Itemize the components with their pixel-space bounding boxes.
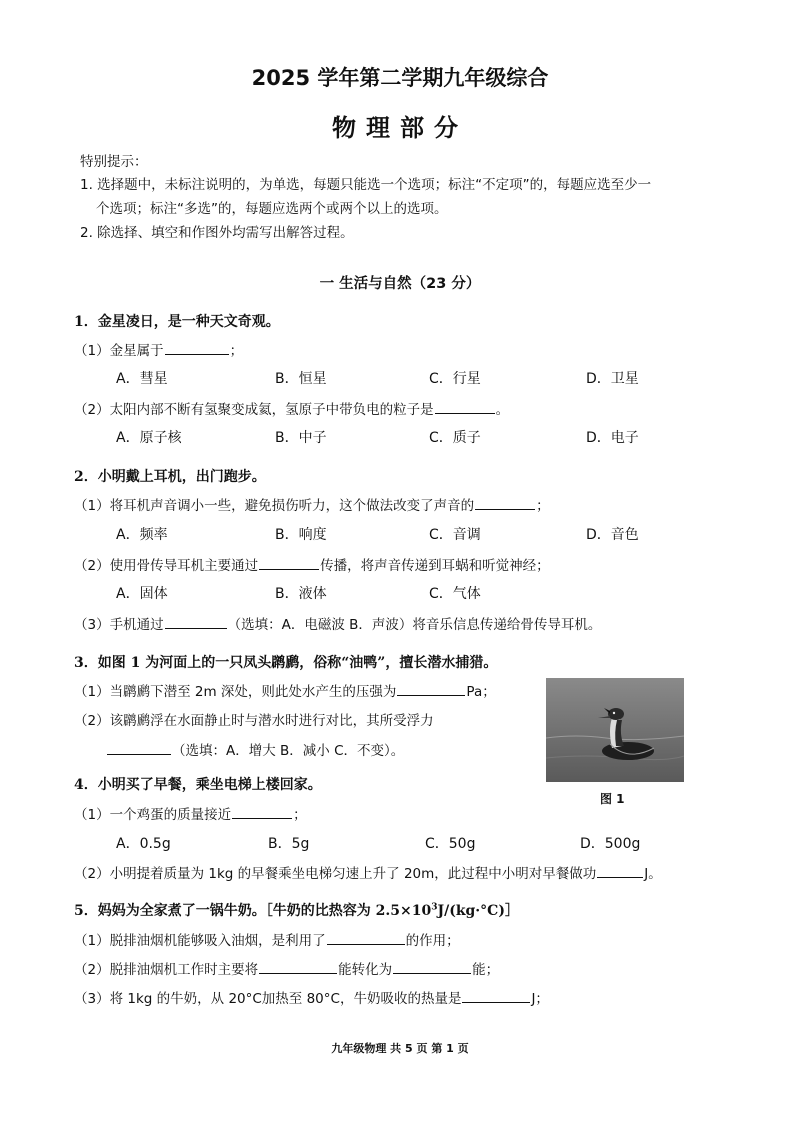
page-subtitle: 物理部分: [332, 114, 468, 142]
q1-part1: [74, 339, 243, 359]
q1-part1-option-a: A．彗星: [116, 371, 168, 387]
q1-part2-end: 。: [495, 402, 510, 418]
q5-part3-text: （3）将 1kg 的牛奶，从 20°C加热至 80°C，牛奶吸收的热量是: [74, 991, 462, 1007]
q2-part1-option-d: D．音色: [586, 527, 639, 543]
q5-part1: [74, 929, 460, 949]
q4-part1-option-a: A．0.5g: [116, 836, 171, 852]
q2-stem: 2．小明戴上耳机，出门跑步。: [74, 469, 266, 485]
q2-part2-text: （2）使用骨传导耳机主要通过: [74, 558, 259, 574]
q4-part2-blank[interactable]: [597, 863, 643, 878]
q2-part2-rest: 传播，将声音传递到耳蜗和听觉神经；: [320, 558, 550, 574]
q4-part1-blank[interactable]: [232, 804, 292, 819]
notes-item-1b: 个选项；标注“多选”的，每题应选两个或两个以上的选项。: [96, 201, 448, 217]
q1-part2-option-d: D．电子: [586, 430, 639, 446]
q5-part2: [74, 958, 499, 978]
q4-part1-option-b: B．5g: [268, 836, 310, 852]
q3-part2-rest: （选填：A．增大 B．减小 C．不变）。: [172, 743, 405, 759]
q5-part2-text: （2）脱排油烟机工作时主要将: [74, 962, 259, 978]
q5-stem-text: 5．妈妈为全家煮了一锅牛奶。［牛奶的比热容为 2.5×10: [74, 903, 432, 919]
q2-part2-option-b: B．液体: [275, 586, 327, 602]
q2-part2: [74, 554, 550, 574]
q2-part2-option-a: A．固体: [116, 586, 168, 602]
q3-stem: 3．如图 1 为河面上的一只凤头䴙䴘，俗称“油鸭”，擅长潜水捕猎。: [74, 655, 498, 671]
q5-part3-blank[interactable]: [462, 988, 530, 1003]
notes-item-2: 2. 除选择、填空和作图外均需写出解答过程。: [80, 225, 354, 241]
q3-part2-cont: [106, 739, 404, 759]
q2-part2-option-c: C．气体: [429, 586, 481, 602]
q4-part2: [74, 862, 662, 882]
q5-part3: [74, 987, 549, 1007]
q5-stem-unit: J/(kg·°C)］: [437, 903, 519, 919]
q5-part1-blank[interactable]: [327, 930, 405, 945]
grebe-photo: [546, 678, 684, 782]
q3-part1-blank[interactable]: [397, 681, 465, 696]
q2-part1-blank[interactable]: [475, 495, 535, 510]
q2-part3-rest: （选填：A．电磁波 B．声波）将音乐信息传递给骨传导耳机。: [227, 617, 602, 633]
notes-heading: 特别提示：: [80, 154, 148, 170]
q1-part2-text: （2）太阳内部不断有氢聚变成氦，氢原子中带负电的粒子是: [74, 402, 434, 418]
q3-part1: [74, 680, 496, 700]
q5-part2-blank-2[interactable]: [393, 959, 471, 974]
q2-part1-end: ；: [536, 498, 550, 514]
q3-part2: （2）该䴙䴘浮在水面静止时与潜水时进行对比，其所受浮力: [74, 713, 434, 729]
figure-1-caption: 图 1: [600, 792, 625, 806]
q4-stem: 4．小明买了早餐，乘坐电梯上楼回家。: [74, 777, 322, 793]
page-footer: 九年级物理 共 5 页 第 1 页: [331, 1042, 469, 1055]
q4-part1-option-c: C．50g: [425, 836, 476, 852]
q1-part2-option-b: B．中子: [275, 430, 327, 446]
q1-part1-option-c: C．行星: [429, 371, 481, 387]
q1-part2-blank[interactable]: [435, 399, 495, 414]
q2-part1-option-b: B．响度: [275, 527, 327, 543]
q5-part2-mid: 能转化为: [338, 962, 393, 978]
q2-part1: [74, 494, 550, 514]
q2-part1-option-c: C．音调: [429, 527, 481, 543]
q3-part2-blank[interactable]: [107, 740, 171, 755]
q5-part1-text: （1）脱排油烟机能够吸入油烟，是利用了: [74, 933, 326, 949]
q2-part2-blank[interactable]: [259, 555, 319, 570]
q4-part2-end: J。: [644, 866, 662, 882]
q2-part3: [74, 613, 601, 633]
q3-part1-end: Pa；: [466, 684, 496, 700]
q1-part1-end: ；: [229, 343, 244, 359]
q5-part2-blank-1[interactable]: [259, 959, 337, 974]
q2-part3-text: （3）手机通过: [74, 617, 164, 633]
q3-part1-text: （1）当䴙䴘下潜至 2m 深处，则此处水产生的压强为: [74, 684, 397, 700]
q4-part1-option-d: D．500g: [580, 836, 641, 852]
q1-part1-blank[interactable]: [165, 340, 229, 355]
q1-part1-option-d: D．卫星: [586, 371, 639, 387]
q5-part2-end: 能；: [472, 962, 500, 978]
page-title: 2025 学年第二学期九年级综合: [251, 66, 549, 90]
q1-part2: [74, 398, 509, 418]
q2-part3-blank[interactable]: [165, 614, 227, 629]
q1-part2-option-c: C．质子: [429, 430, 481, 446]
q4-part1-text: （1）一个鸡蛋的质量接近: [74, 807, 232, 823]
q5-part1-end: 的作用；: [405, 933, 460, 949]
grebe-illustration: [546, 678, 684, 782]
q2-part1-text: （1）将耳机声音调小一些，避免损伤听力，这个做法改变了声音的: [74, 498, 475, 514]
q1-part1-text: （1）金星属于: [74, 343, 164, 359]
notes-item-1a: 1. 选择题中，未标注说明的，为单选，每题只能选一个选项；标注“不定项”的，每题应选至少一: [80, 177, 652, 193]
section-title: 一 生活与自然（23 分）: [319, 276, 481, 292]
q1-part1-option-b: B．恒星: [275, 371, 327, 387]
q2-part1-option-a: A．频率: [116, 527, 168, 543]
q1-stem: 1．金星凌日，是一种天文奇观。: [74, 314, 280, 330]
q4-part1-end: ；: [293, 807, 307, 823]
q4-part1: [74, 803, 307, 823]
q4-part2-text: （2）小明提着质量为 1kg 的早餐乘坐电梯匀速上升了 20m，此过程中小明对早餐做功: [74, 866, 597, 882]
q5-stem: [74, 900, 519, 920]
q5-stem-exponent: 3: [431, 902, 438, 913]
q5-part3-end: J；: [531, 991, 549, 1007]
q1-part2-option-a: A．原子核: [116, 430, 182, 446]
